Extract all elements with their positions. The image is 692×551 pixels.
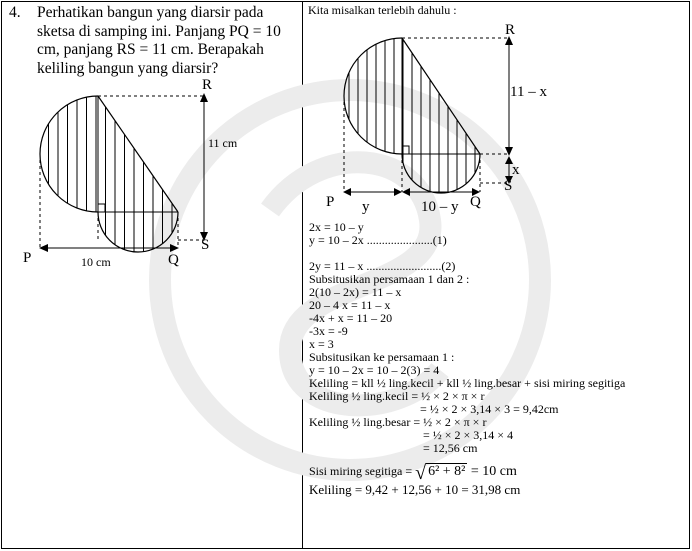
hypotenuse-line — [309, 461, 625, 484]
left-label-P: P — [23, 250, 32, 266]
right-label-R: R — [505, 22, 516, 38]
step-line: -4x + x = 11 – 20 — [309, 311, 393, 325]
right-label-x: x — [512, 162, 520, 178]
step-line: Subsitusikan ke persamaan 1 : — [309, 350, 455, 364]
sisi-label: Sisi miring segitiga = — [309, 464, 416, 478]
left-dim-PQ: 10 cm — [81, 255, 111, 269]
solution-steps — [309, 221, 625, 496]
step-line: y = 10 – 2x = 10 – 2(3) = 4 — [309, 363, 440, 377]
step-line: 20 – 4 x = 11 – x — [309, 298, 391, 312]
shaded-region-right — [344, 38, 480, 193]
shaded-region — [40, 96, 178, 252]
step-line: = ½ × 2 × 3,14 × 4 — [423, 428, 514, 442]
right-label-11x: 11 – x — [510, 84, 547, 100]
sqrt-expression: √ 6² + 8² — [415, 461, 466, 484]
right-label-Q: Q — [470, 194, 481, 210]
left-label-Q: Q — [168, 252, 179, 268]
step-line: 2y = 11 – x .........................(2) — [309, 259, 456, 273]
right-label-P: P — [326, 194, 335, 210]
right-label-10y: 10 – y — [421, 199, 459, 215]
step-line: x = 3 — [309, 337, 334, 351]
step-line: Keliling ½ ling.besar = ½ × 2 × π × r — [309, 415, 487, 429]
left-label-R: R — [202, 77, 213, 93]
step-line: 2x = 10 – y — [309, 220, 364, 234]
right-label-S: S — [504, 178, 513, 194]
question-text: Perhatikan bangun yang diarsir pada sketsa di samping ini. Panjang PQ = 10 cm, panjang RS = 11 cm. Berapakah keliling bangun yang diarsir? — [37, 4, 281, 77]
left-diagram — [0, 0, 300, 290]
right-label-y: y — [362, 199, 370, 215]
left-dim-RS: 11 cm — [208, 136, 238, 150]
question-number: 4. — [9, 4, 21, 21]
right-diagram — [303, 0, 563, 222]
step-line: -3x = -9 — [309, 324, 348, 338]
sqrt-radicand: 6² + 8² — [428, 463, 466, 479]
step-line: = 12,56 cm — [423, 441, 478, 455]
solution-intro: Kita misalkan terlebih dahulu : — [308, 3, 457, 17]
left-label-S: S — [201, 237, 210, 253]
step-line: Keliling = kll ½ ling.kecil + kll ½ ling.besar + sisi miring segitiga — [309, 376, 626, 390]
step-line: = ½ × 2 × 3,14 × 3 = 9,42cm — [420, 402, 559, 416]
step-line: 2(10 – 2x) = 11 – x — [309, 285, 402, 299]
sisi-result: = 10 cm — [467, 464, 517, 479]
step-line: Keliling ½ ling.kecil = ½ × 2 × π × r — [309, 389, 485, 403]
total-perimeter-line: Keliling = 9,42 + 12,56 + 10 = 31,98 cm — [309, 482, 521, 497]
step-line: y = 10 – 2x ......................(1) — [309, 233, 447, 247]
step-line: Subsitusikan persamaan 1 dan 2 : — [309, 272, 470, 286]
